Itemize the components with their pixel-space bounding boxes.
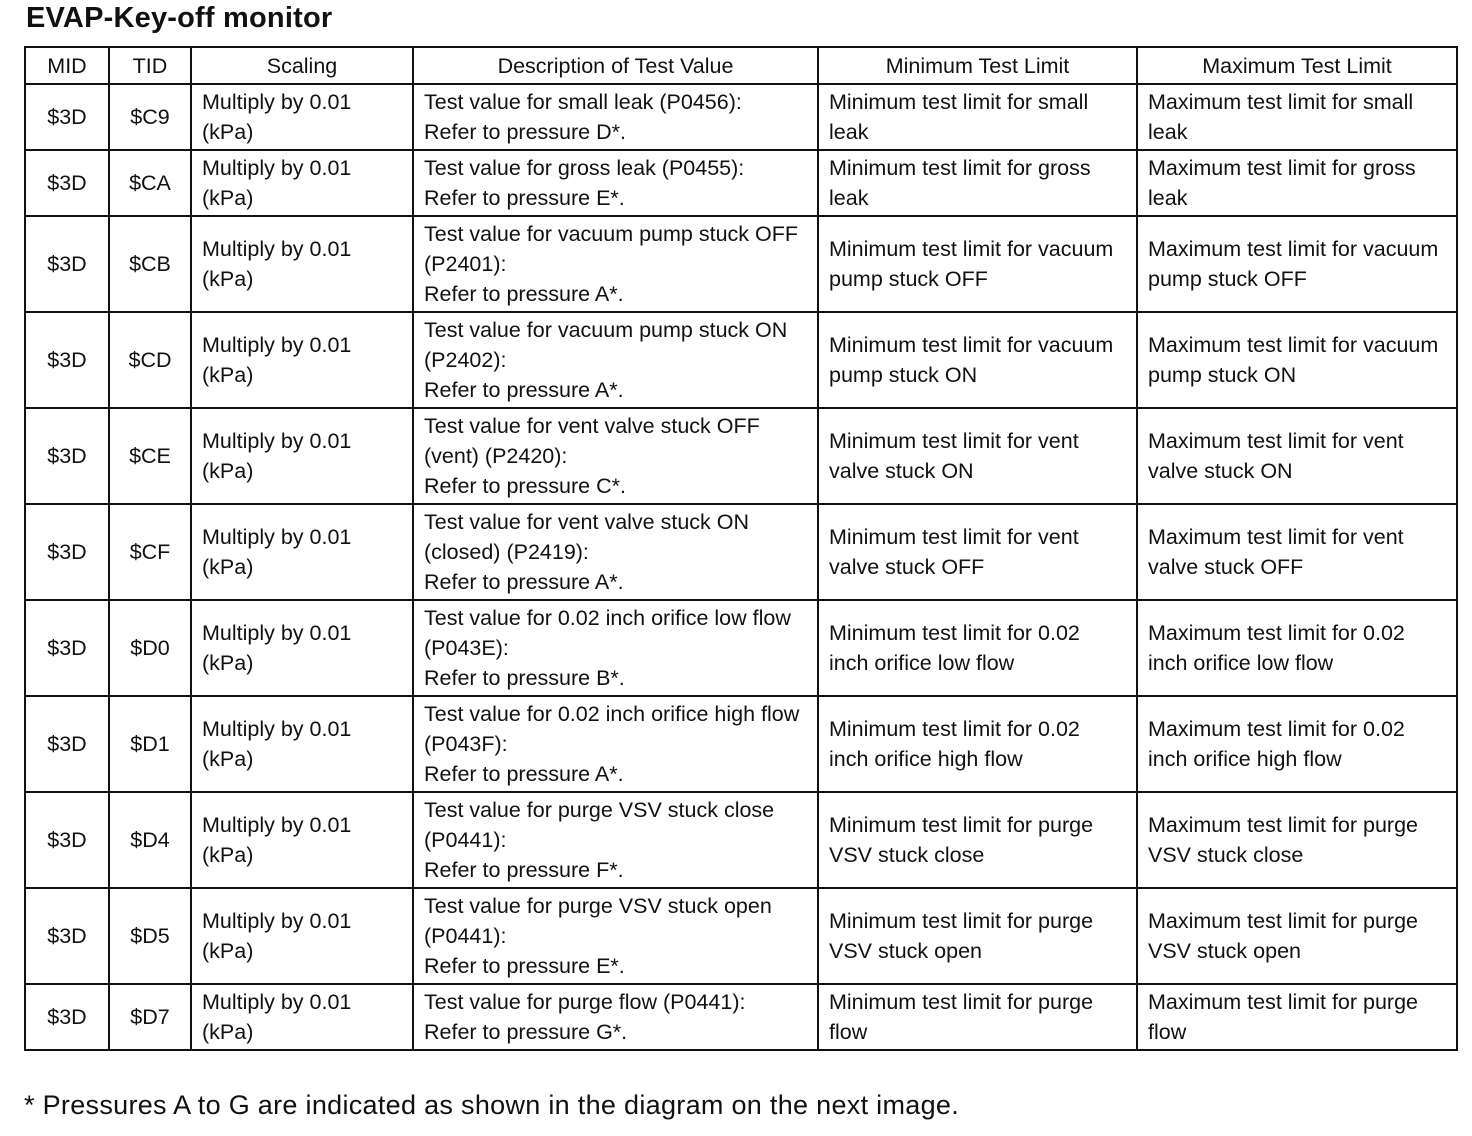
table-row [25, 84, 1457, 150]
cell-minimum-limit: Minimum test limit for vacuum pump stuck OFF [818, 216, 1137, 312]
cell-minimum-limit: Minimum test limit for vent valve stuck ON [818, 408, 1137, 504]
cell-scaling: Multiply by 0.01 (kPa) [191, 84, 413, 150]
cell-scaling: Multiply by 0.01 (kPa) [191, 216, 413, 312]
cell-minimum-limit: Minimum test limit for 0.02 inch orifice low flow [818, 600, 1137, 696]
cell-mid: $3D [25, 312, 109, 408]
cell-description: Test value for 0.02 inch orifice high flow (P043F): Refer to pressure A*. [413, 696, 818, 792]
cell-tid: $CA [109, 150, 191, 216]
header-tid: TID [109, 47, 191, 84]
table-row [25, 504, 1457, 600]
cell-maximum-limit: Maximum test limit for purge VSV stuck open [1137, 888, 1457, 984]
cell-scaling: Multiply by 0.01 (kPa) [191, 408, 413, 504]
cell-description: Test value for 0.02 inch orifice low flow (P043E): Refer to pressure B*. [413, 600, 818, 696]
cell-mid: $3D [25, 696, 109, 792]
cell-minimum-limit: Minimum test limit for vent valve stuck OFF [818, 504, 1137, 600]
header-description: Description of Test Value [413, 47, 818, 84]
header-mid: MID [25, 47, 109, 84]
table-header-row [25, 47, 1457, 84]
cell-mid: $3D [25, 216, 109, 312]
cell-description: Test value for vent valve stuck OFF (vent) (P2420): Refer to pressure C*. [413, 408, 818, 504]
cell-mid: $3D [25, 408, 109, 504]
cell-mid: $3D [25, 504, 109, 600]
cell-scaling: Multiply by 0.01 (kPa) [191, 984, 413, 1050]
header-minimum-limit: Minimum Test Limit [818, 47, 1137, 84]
cell-description: Test value for small leak (P0456): Refer to pressure D*. [413, 84, 818, 150]
cell-maximum-limit: Maximum test limit for small leak [1137, 84, 1457, 150]
cell-tid: $D4 [109, 792, 191, 888]
cell-maximum-limit: Maximum test limit for gross leak [1137, 150, 1457, 216]
cell-mid: $3D [25, 888, 109, 984]
cell-scaling: Multiply by 0.01 (kPa) [191, 312, 413, 408]
cell-description: Test value for gross leak (P0455): Refer to pressure E*. [413, 150, 818, 216]
cell-mid: $3D [25, 600, 109, 696]
cell-tid: $D0 [109, 600, 191, 696]
cell-minimum-limit: Minimum test limit for purge VSV stuck close [818, 792, 1137, 888]
table-row [25, 888, 1457, 984]
cell-tid: $D5 [109, 888, 191, 984]
cell-mid: $3D [25, 984, 109, 1050]
cell-minimum-limit: Minimum test limit for purge VSV stuck open [818, 888, 1137, 984]
cell-tid: $CB [109, 216, 191, 312]
cell-tid: $CE [109, 408, 191, 504]
cell-tid: $D1 [109, 696, 191, 792]
table-row [25, 600, 1457, 696]
header-scaling: Scaling [191, 47, 413, 84]
table-row [25, 312, 1457, 408]
cell-mid: $3D [25, 792, 109, 888]
cell-description: Test value for vent valve stuck ON (closed) (P2419): Refer to pressure A*. [413, 504, 818, 600]
cell-tid: $C9 [109, 84, 191, 150]
cell-description: Test value for vacuum pump stuck ON (P2402): Refer to pressure A*. [413, 312, 818, 408]
table-row [25, 792, 1457, 888]
table-row [25, 408, 1457, 504]
cell-mid: $3D [25, 150, 109, 216]
evap-monitor-table [24, 46, 1458, 1051]
cell-scaling: Multiply by 0.01 (kPa) [191, 792, 413, 888]
cell-minimum-limit: Minimum test limit for gross leak [818, 150, 1137, 216]
cell-description: Test value for vacuum pump stuck OFF (P2401): Refer to pressure A*. [413, 216, 818, 312]
cell-minimum-limit: Minimum test limit for small leak [818, 84, 1137, 150]
cell-maximum-limit: Maximum test limit for purge VSV stuck close [1137, 792, 1457, 888]
table-row [25, 696, 1457, 792]
header-maximum-limit: Maximum Test Limit [1137, 47, 1457, 84]
cell-scaling: Multiply by 0.01 (kPa) [191, 888, 413, 984]
table-row [25, 984, 1457, 1050]
table-row [25, 150, 1457, 216]
cell-maximum-limit: Maximum test limit for 0.02 inch orifice low flow [1137, 600, 1457, 696]
cell-scaling: Multiply by 0.01 (kPa) [191, 696, 413, 792]
cell-maximum-limit: Maximum test limit for vent valve stuck ON [1137, 408, 1457, 504]
cell-scaling: Multiply by 0.01 (kPa) [191, 600, 413, 696]
table-row [25, 216, 1457, 312]
cell-minimum-limit: Minimum test limit for vacuum pump stuck ON [818, 312, 1137, 408]
cell-tid: $D7 [109, 984, 191, 1050]
cell-maximum-limit: Maximum test limit for 0.02 inch orifice high flow [1137, 696, 1457, 792]
cell-tid: $CF [109, 504, 191, 600]
cell-maximum-limit: Maximum test limit for vent valve stuck OFF [1137, 504, 1457, 600]
cell-mid: $3D [25, 84, 109, 150]
document-title: EVAP-Key-off monitor [26, 2, 333, 34]
cell-description: Test value for purge VSV stuck close (P0441): Refer to pressure F*. [413, 792, 818, 888]
cell-tid: $CD [109, 312, 191, 408]
cell-maximum-limit: Maximum test limit for vacuum pump stuck OFF [1137, 216, 1457, 312]
cell-maximum-limit: Maximum test limit for vacuum pump stuck ON [1137, 312, 1457, 408]
cell-description: Test value for purge VSV stuck open (P0441): Refer to pressure E*. [413, 888, 818, 984]
cell-scaling: Multiply by 0.01 (kPa) [191, 504, 413, 600]
cell-maximum-limit: Maximum test limit for purge flow [1137, 984, 1457, 1050]
footnote: * Pressures A to G are indicated as shown in the diagram on the next image. [24, 1090, 960, 1120]
cell-minimum-limit: Minimum test limit for 0.02 inch orifice high flow [818, 696, 1137, 792]
cell-description: Test value for purge flow (P0441): Refer to pressure G*. [413, 984, 818, 1050]
cell-scaling: Multiply by 0.01 (kPa) [191, 150, 413, 216]
cell-minimum-limit: Minimum test limit for purge flow [818, 984, 1137, 1050]
